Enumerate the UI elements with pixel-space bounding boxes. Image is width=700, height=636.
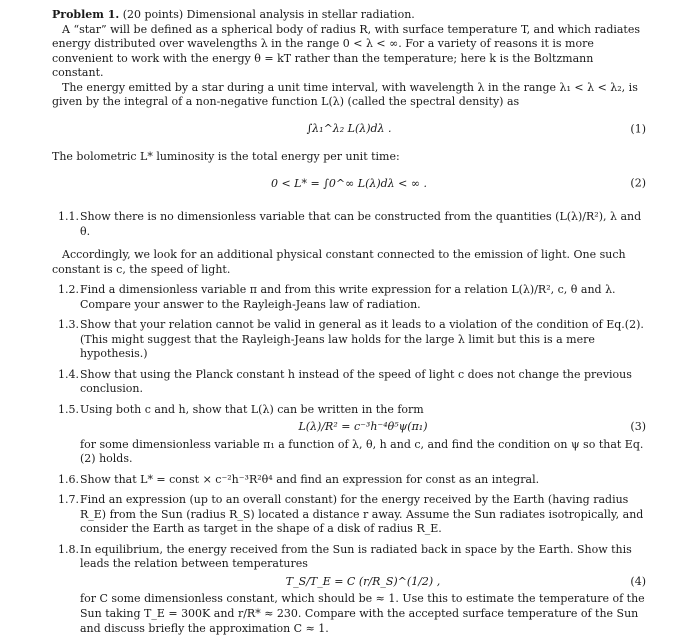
problem-header [52,8,646,23]
question-1-4 [52,368,646,397]
problem-subtitle: (20 points) Dimensional analysis in stellar radiation. [122,8,415,21]
intro-paragraph-2: The energy emitted by a star during a unit time interval, with wavelength λ in the range λ₁ < λ < λ₂, is given by the integral of a non-negative function L(λ) (called the spectral density) as [52,80,638,109]
bolometric-paragraph: The bolometric L* luminosity is the total energy per unit time: [52,149,400,163]
question-1-3 [52,318,646,362]
question-label: 1.2. [58,283,79,297]
question-text-continued: for some dimensionless variable π₁ a function of λ, θ, h and c, and find the condition on ψ so that Eq.(2) holds. [80,437,644,466]
equation-2 [52,164,646,204]
question-label: 1.7. [58,493,79,507]
question-text: Show there is no dimensionless variable that can be constructed from the quantities (L(λ)/R²), λ and θ. [80,210,642,238]
question-1-8 [52,543,646,636]
intro-paragraph-1: A “star” will be defined as a spherical body of radius R, with surface temperature T, and which radiates energy distributed over wavelengths λ in the range 0 < λ < ∞. For a variety of reasons it is more convenient to work with the energy θ = kT rather than the temperature; here k is the Boltzmann constant. [52,22,641,80]
problem-title: Problem 1. [52,8,120,21]
question-label: 1.6. [58,472,79,486]
equation-2-number: (2) [630,176,646,190]
equation-3 [80,420,646,435]
question-1-7 [52,493,646,537]
question-text: Find an expression (up to an overall constant) for the energy received by the Earth (having radius R_E) from the Sun (radius R_S) located a distance r away. Assume the Sun radiates isotropically, and consider the Earth as target in the shape of a disk of radius R_E. [80,493,644,536]
equation-2-expr: 0 < L* = ∫0^∞ L(λ)dλ < ∞ . [270,176,428,190]
question-1-2 [52,283,646,312]
question-label: 1.5. [58,402,79,416]
equation-3-number: (3) [630,420,646,434]
question-text: Show that L* = const × c⁻²h⁻³R²θ⁴ and find an expression for const as an integral. [80,472,540,486]
equation-4-expr: T_S/T_E = C (r/R_S)^(1/2) , [285,574,441,588]
question-text: Using both c and h, show that L(λ) can be written in the form [80,402,424,416]
question-label: 1.4. [58,367,79,381]
equation-3-expr: L(λ)/R² = c⁻³h⁻⁴θ⁵ψ(π₁) [298,420,428,434]
question-label: 1.1. [58,210,79,224]
question-text: In equilibrium, the energy received from the Sun is radiated back in space by the Earth. Show this leads the relation between temperatures [80,542,632,571]
question-1-5 [52,403,646,467]
question-label: 1.8. [58,542,79,556]
question-1-1 [52,210,646,239]
question-text: Show that using the Planck constant h instead of the speed of light c does not change the previous conclusion. [80,367,632,396]
question-1-6 [52,473,646,488]
equation-4 [80,575,646,590]
question-text: Show that your relation cannot be valid in general as it leads to a violation of the condition of Eq.(2). (This might suggest that the Rayleigh-Jeans law holds for the large λ limit but this is a mere hypothesis.) [80,318,644,361]
accordingly-paragraph: Accordingly, we look for an additional physical constant connected to the emission of light. One such constant is c, the speed of light. [52,248,626,276]
question-text: Find a dimensionless variable π and from this write expression for a relation L(λ)/R², c, θ and λ. Compare your answer to the Rayleigh-Jeans law of radiation. [80,283,616,311]
equation-1 [52,110,646,150]
question-label: 1.3. [58,318,79,332]
problem-page [52,8,646,636]
equation-1-expr: ∫λ₁^λ₂ L(λ)dλ . [306,122,392,136]
equation-4-number: (4) [630,574,646,588]
question-text-continued: for C some dimensionless constant, which should be ≈ 1. Use this to estimate the temperature of the Sun taking T_E = 300K and r/R* ≈ 230. Compare with the accepted surface temperature of the Sun and discuss briefly the approximation C ≈ 1. [80,592,645,635]
equation-1-number: (1) [630,122,646,136]
